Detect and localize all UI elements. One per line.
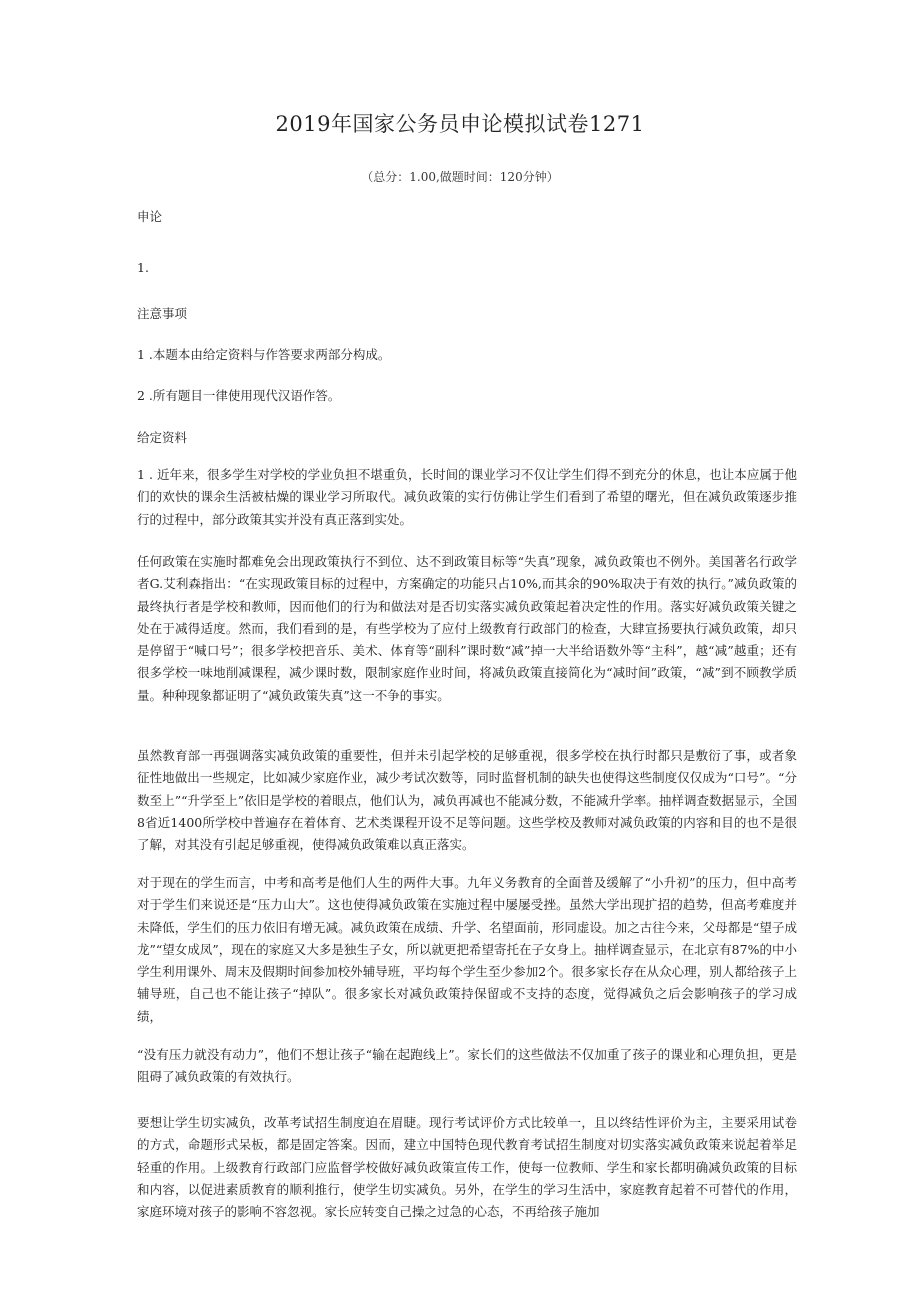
paragraph-text: 1 . 近年来，很多学生对学校的学业负担不堪重负，长时间的课业学习不仅让学生们得不到充分的休息，也让本应属于他们的欢快的课余生活被枯燥的课业学习所取代。减负政策的实行仿佛让学生们看到了希望的曙光，但在减负政策逐步推行的过程中，部分政策其实并没有真正落到实处。 <box>137 467 797 527</box>
question-number: 1. <box>137 260 149 275</box>
material-paragraph <box>137 745 797 856</box>
material-paragraph <box>137 464 797 531</box>
material-paragraph <box>137 1112 797 1223</box>
paragraph-text: 要想让学生切实减负，改革考试招生制度迫在眉睫。现行考试评价方式比较单一，且以终结性评价为主，主要采用试卷的方式，命题形式呆板，都是固定答案。因而，建立中国特色现代教育考试招生制度对切实落实减负政策来说起着举足轻重的作用。上级教育行政部门应监督学校做好减负政策宣传工作，使每一位教师、学生和家长都明确减负政策的目标和内容，以促进素质教育的顺利推行，使学生切实减负。另外，在学生的学习生活中，家庭教育起着不可替代的作用，家庭环境对孩子的影响不容忽视。家长应转变自己操之过急的心态，不再给孩子施加 <box>137 1115 797 1220</box>
notice-heading: 注意事项 <box>137 306 188 321</box>
section-label: 申论 <box>137 209 163 224</box>
paragraph-text: 对于现在的学生而言，中考和高考是他们人生的两件大事。九年义务教育的全面普及缓解了“小升初”的压力，但中高考对于学生们来说还是“压力山大”。这也使得减负政策在实施过程中屡屡受挫。虽然大学出现扩招的趋势，但高考难度并未降低，学生们的压力依旧有增无减。减负政策在成绩、升学、名望面前，形同虚设。加之古往今来，父母都是“望子成龙”“望女成凤”，现在的家庭又大多是独生子女，所以就更把希望寄托在子女身上。抽样调查显示，在北京有87%的中小学生利用课外、周末及假期时间参加校外辅导班，平均每个学生至少参加2个。很多家长存在从众心理，别人都给孩子上辅导班，自己也不能让孩子“掉队”。很多家长对减负政策持保留或不支持的态度，觉得减负之后会影响孩子的学习成绩， <box>137 875 797 1024</box>
materials-heading: 给定资料 <box>137 430 188 445</box>
paragraph-text: “没有压力就没有动力”，他们不想让孩子“输在起跑线上”。家长们的这些做法不仅加重了孩子的课业和心理负担，更是阻碍了减负政策的有效执行。 <box>137 1047 797 1085</box>
material-paragraph <box>137 551 797 707</box>
paragraph-text: 虽然教育部一再强调落实减负政策的重要性，但并未引起学校的足够重视，很多学校在执行时都只是敷衍了事，或者象征性地做出一些规定，比如减少家庭作业，减少考试次数等，同时监督机制的缺失也使得这些制度仅仅成为“口号”。“分数至上”“升学至上”依旧是学校的着眼点，他们认为，减负再减也不能减分数，不能减升学率。抽样调查数据显示，全国8省近1400所学校中普遍存在着体育、艺术类课程开设不足等问题。这些学校及教师对减负政策的内容和目的也不是很了解，对其没有引起足够重视，使得减负政策难以真正落实。 <box>137 748 797 853</box>
material-paragraph <box>137 1044 797 1089</box>
exam-subtitle: （总分：1.00,做题时间：120分钟） <box>361 170 559 184</box>
material-paragraph <box>137 872 797 1028</box>
notice-item: 2 .所有题目一律使用现代汉语作答。 <box>137 388 341 403</box>
paragraph-text: 任何政策在实施时都难免会出现政策执行不到位、达不到政策目标等“失真”现象，减负政策也不例外。美国著名行政学者G.艾利森指出：“在实现政策目标的过程中，方案确定的功能只占10%,而其余的90%取决于有效的执行。”减负政策的最终执行者是学校和教师，因而他们的行为和做法对是否切实落实减负政策起着决定性的作用。落实好减负政策关键之处在于减得适度。然而，我们看到的是，有些学校为了应付上级教育行政部门的检查，大肆宣扬要执行减负政策，却只是停留于“喊口号”；很多学校把音乐、美术、体育等“副科”课时数“减”掉一大半给语数外等“主科”，越“减”越重；还有很多学校一味地削减课程，减少课时数，限制家庭作业时间，将减负政策直接简化为“减时间”政策，“减”到不顾教学质量。种种现象都证明了“减负政策失真”这一不争的事实。 <box>137 554 797 703</box>
notice-item: 1 .本题本由给定资料与作答要求两部分构成。 <box>137 347 391 362</box>
exam-title: 2019年国家公务员申论模拟试卷1271 <box>275 112 645 136</box>
